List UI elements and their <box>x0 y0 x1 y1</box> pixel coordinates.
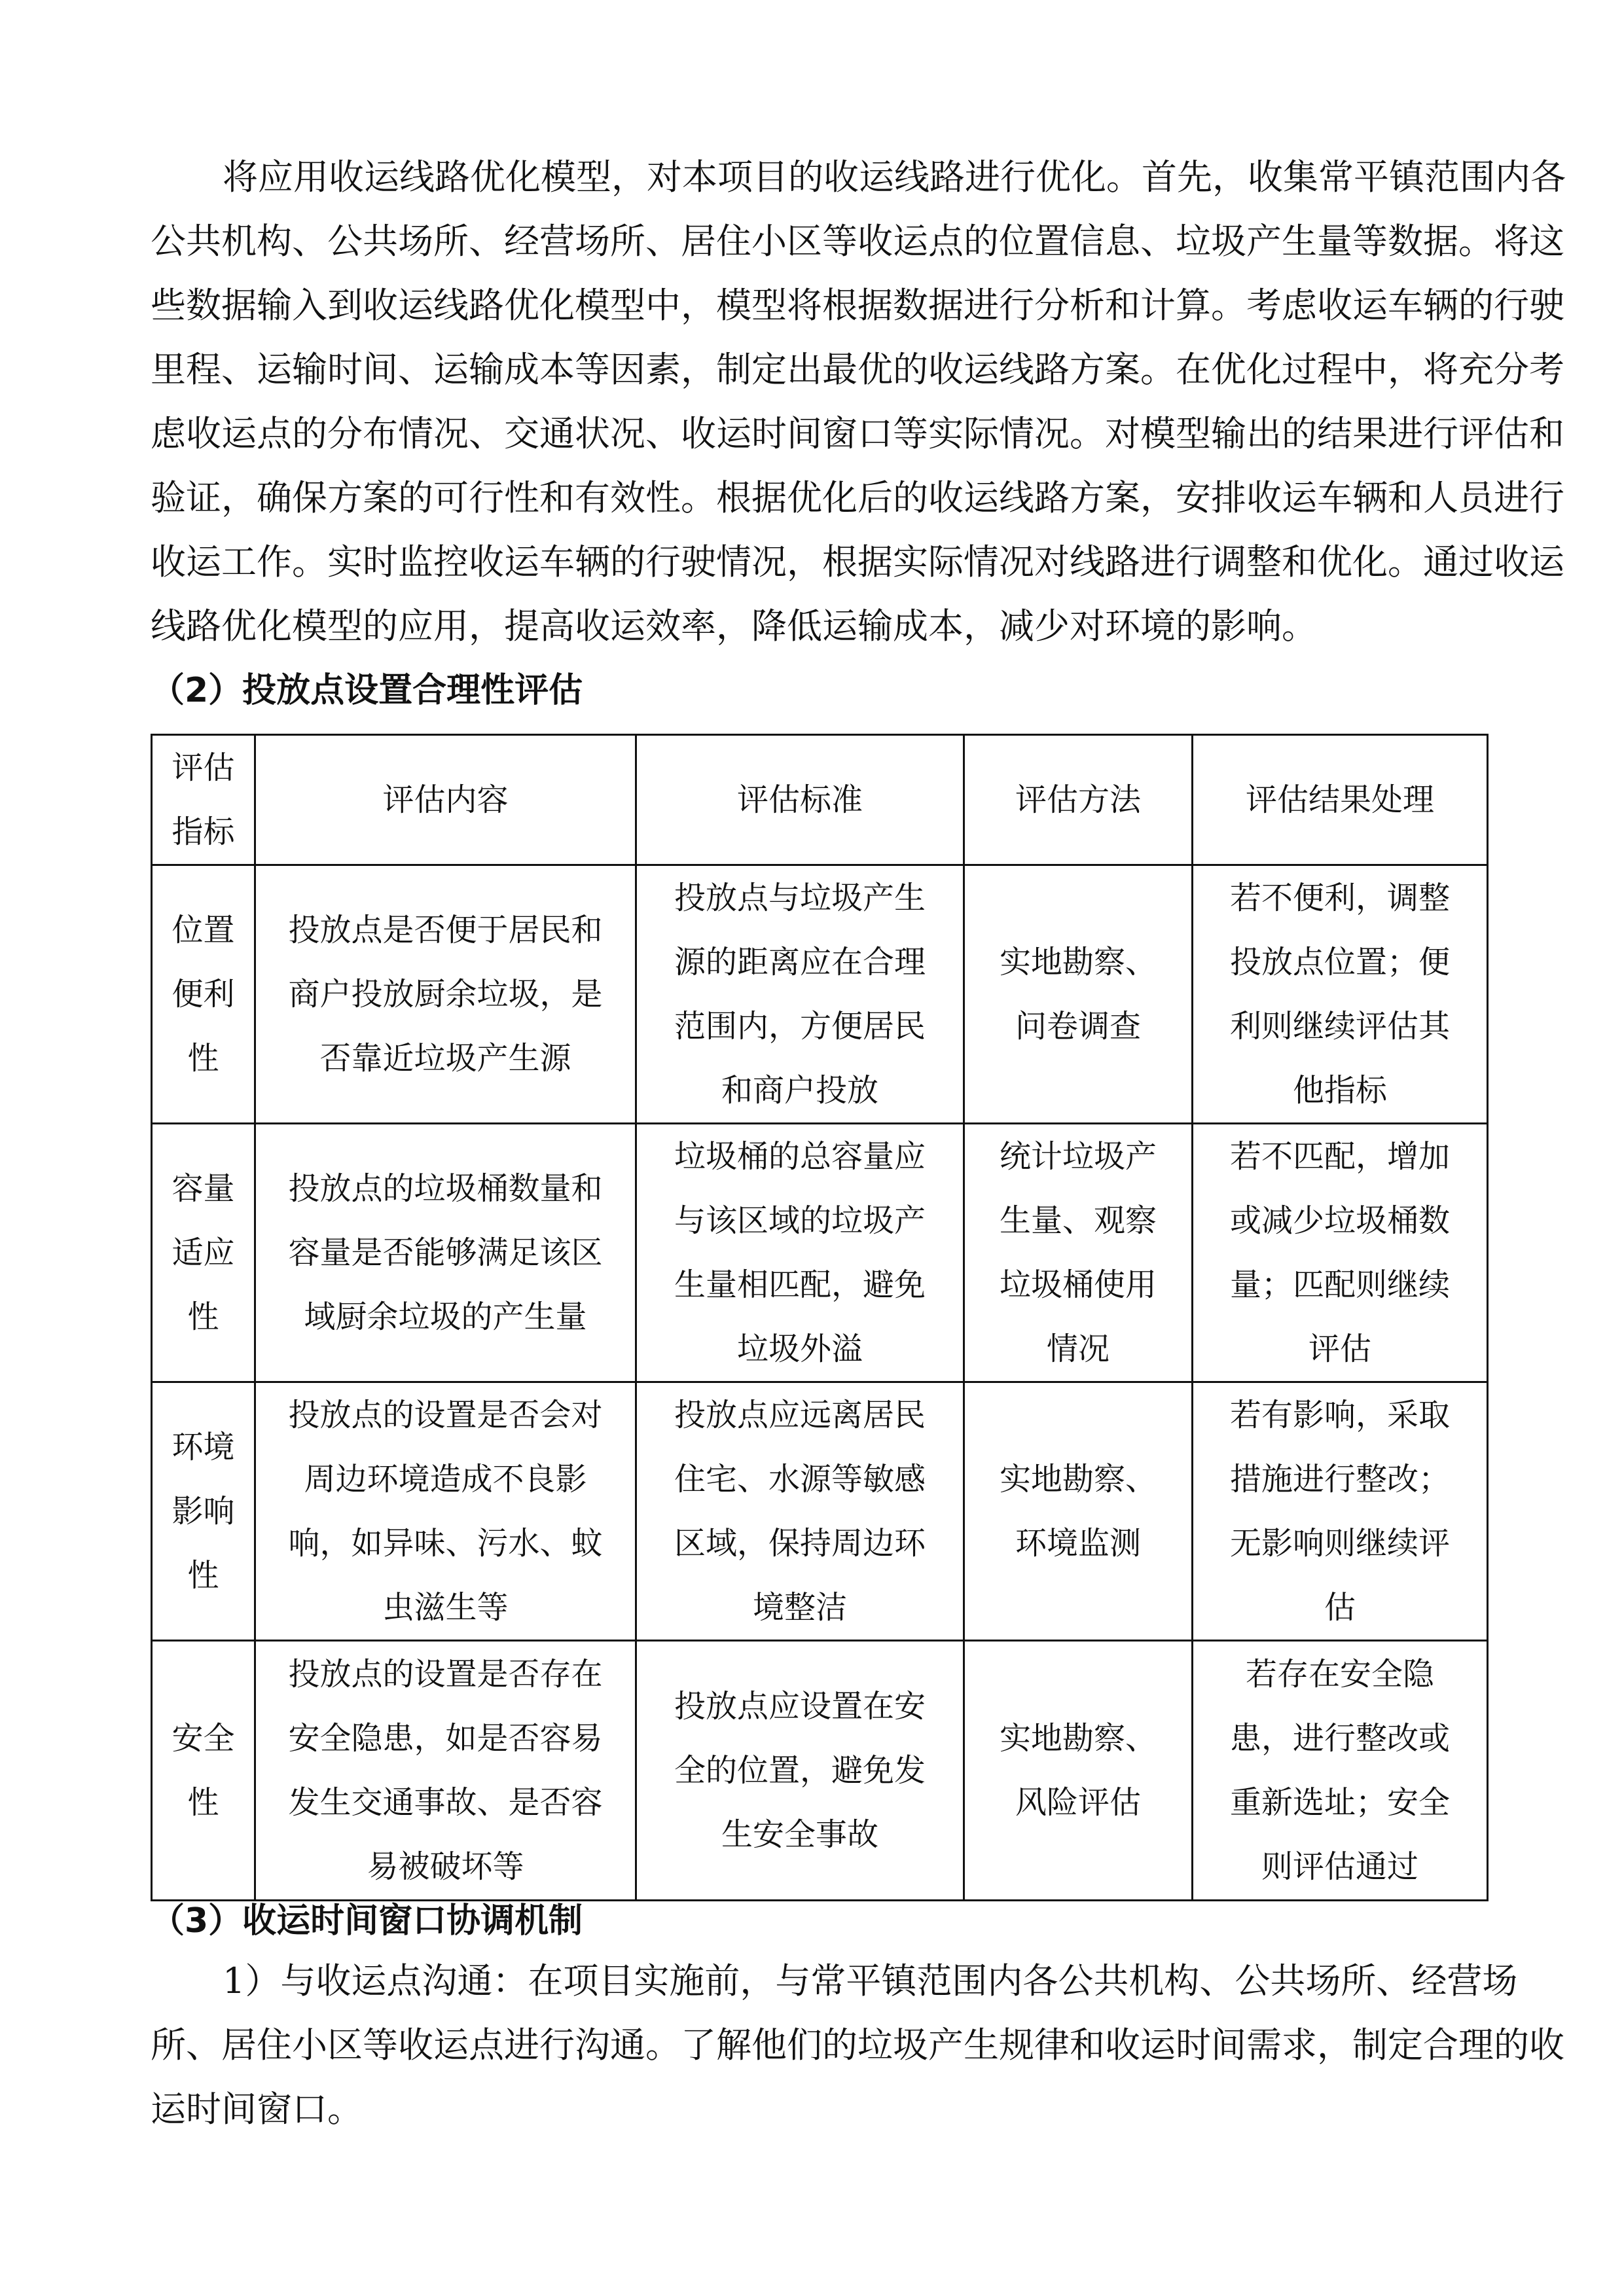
cell-text-line: 投放点位置；便 <box>1229 944 1450 980</box>
cell-text-line: 估 <box>1324 1589 1356 1626</box>
section-heading-2: （2）投放点设置合理性评估 <box>151 671 583 710</box>
table-cell <box>636 1124 964 1382</box>
table-cell <box>1193 1641 1488 1901</box>
cell-text-line: 若存在安全隐 <box>1245 1656 1434 1693</box>
cell-text-line: 评估标准 <box>736 781 863 818</box>
table-row <box>152 1382 1488 1641</box>
text-line: 所、居住小区等收运点进行沟通。了解他们的垃圾产生规律和收运时间需求，制定合理的收 <box>151 2024 1564 2066</box>
cell-text-line: 安全隐患，如是否容易 <box>288 1720 603 1757</box>
cell-text-line: 风险评估 <box>1015 1784 1141 1821</box>
table-cell <box>152 1124 255 1382</box>
cell-text-line: 境整洁 <box>752 1589 847 1626</box>
table-header-cell <box>1193 735 1488 865</box>
cell-text-line: 域厨余垃圾的产生量 <box>304 1299 587 1335</box>
cell-text-line: 源的距离应在合理 <box>674 944 926 980</box>
cell-text-line: 响，如异味、污水、蚊 <box>288 1525 603 1562</box>
cell-text-line: 他指标 <box>1292 1072 1387 1109</box>
section-heading-3: （3）收运时间窗口协调机制 <box>151 1901 583 1941</box>
cell-text-line: 实地勘察、 <box>999 1461 1157 1498</box>
table-cell <box>152 865 255 1124</box>
cell-text-line: 安全 <box>171 1720 235 1757</box>
cell-text-line: 虫滋生等 <box>382 1589 509 1626</box>
cell-text-line: 垃圾桶的总容量应 <box>674 1138 926 1175</box>
cell-text-line: 投放点应设置在安 <box>674 1688 926 1725</box>
cell-text-line: 生量、观察 <box>999 1202 1157 1239</box>
text-line: 运时间窗口。 <box>151 2089 363 2130</box>
table-cell <box>255 1124 636 1382</box>
table-cell <box>1193 865 1488 1124</box>
cell-text-line: 若有影响，采取 <box>1229 1397 1450 1433</box>
cell-text-line: 垃圾外溢 <box>736 1331 863 1367</box>
cell-text-line: 评估内容 <box>382 781 509 818</box>
cell-text-line: 与该区域的垃圾产 <box>674 1202 926 1239</box>
cell-text-line: 投放点的设置是否会对 <box>288 1397 603 1433</box>
cell-text-line: 量；匹配则继续 <box>1229 1266 1450 1303</box>
text-line: 将应用收运线路优化模型，对本项目的收运线路进行优化。首先，收集常平镇范围内各 <box>223 156 1566 198</box>
table-cell <box>1193 1124 1488 1382</box>
cell-text-line: 性 <box>187 1040 219 1077</box>
cell-text-line: 评估方法 <box>1015 781 1141 818</box>
cell-text-line: 容量是否能够满足该区 <box>288 1234 603 1271</box>
cell-text-line: 评估 <box>1308 1331 1371 1367</box>
cell-text-line: 实地勘察、 <box>999 944 1157 980</box>
table-header-cell <box>636 735 964 865</box>
cell-text-line: 投放点应远离居民 <box>674 1397 926 1433</box>
cell-text-line: 全的位置，避免发 <box>674 1752 926 1789</box>
cell-text-line: 患，进行整改或 <box>1229 1720 1450 1757</box>
cell-text-line: 若不匹配，增加 <box>1229 1138 1450 1175</box>
cell-text-line: 利则继续评估其 <box>1229 1008 1450 1045</box>
text-line: 验证，确保方案的可行性和有效性。根据优化后的收运线路方案，安排收运车辆和人员进行 <box>151 477 1564 518</box>
table-cell <box>964 1124 1193 1382</box>
text-line: 些数据输入到收运线路优化模型中，模型将根据数据进行分析和计算。考虑收运车辆的行驶 <box>151 285 1564 326</box>
cell-text-line: 垃圾桶使用 <box>999 1266 1157 1303</box>
cell-text-line: 适应 <box>171 1234 235 1271</box>
text-line: 虑收运点的分布情况、交通状况、收运时间窗口等实际情况。对模型输出的结果进行评估和 <box>151 413 1564 454</box>
table-cell <box>636 865 964 1124</box>
cell-text-line: 环境监测 <box>1015 1525 1141 1562</box>
cell-text-line: 影响 <box>171 1493 235 1530</box>
cell-text-line: 住宅、水源等敏感 <box>674 1461 926 1498</box>
cell-text-line: 性 <box>187 1784 219 1821</box>
cell-text-line: 周边环境造成不良影 <box>304 1461 587 1498</box>
table-cell <box>964 865 1193 1124</box>
table-header-cell <box>964 735 1193 865</box>
cell-text-line: 实地勘察、 <box>999 1720 1157 1757</box>
cell-text-line: 投放点与垃圾产生 <box>674 880 926 916</box>
table-cell <box>255 1641 636 1901</box>
cell-text-line: 则评估通过 <box>1261 1848 1418 1885</box>
table-cell <box>152 1641 255 1901</box>
text-line: 公共机构、公共场所、经营场所、居住小区等收运点的位置信息、垃圾产生量等数据。将这 <box>151 221 1564 262</box>
evaluation-table <box>151 734 1489 1901</box>
table-cell <box>964 1641 1193 1901</box>
cell-text-line: 投放点的垃圾桶数量和 <box>288 1170 603 1207</box>
cell-text-line: 评估 <box>171 749 235 786</box>
cell-text-line: 发生交通事故、是否容 <box>288 1784 603 1821</box>
cell-text-line: 无影响则继续评 <box>1229 1525 1450 1562</box>
cell-text-line: 评估结果处理 <box>1245 781 1434 818</box>
cell-text-line: 位置 <box>171 912 235 948</box>
table-cell <box>964 1382 1193 1641</box>
table-cell <box>1193 1382 1488 1641</box>
text-line: 1）与收运点沟通：在项目实施前，与常平镇范围内各公共机构、公共场所、经营场 <box>223 1960 1518 2001</box>
cell-text-line: 性 <box>187 1557 219 1594</box>
cell-text-line: 商户投放厨余垃圾，是 <box>288 976 603 1013</box>
table-row <box>152 865 1488 1124</box>
cell-text-line: 生量相匹配，避免 <box>674 1266 926 1303</box>
cell-text-line: 措施进行整改； <box>1229 1461 1450 1498</box>
table-cell <box>255 865 636 1124</box>
cell-text-line: 问卷调查 <box>1015 1008 1141 1045</box>
cell-text-line: 性 <box>187 1299 219 1335</box>
cell-text-line: 或减少垃圾桶数 <box>1229 1202 1450 1239</box>
cell-text-line: 生安全事故 <box>721 1816 878 1853</box>
cell-text-line: 情况 <box>1046 1331 1110 1367</box>
text-line: 收运工作。实时监控收运车辆的行驶情况，根据实际情况对线路进行调整和优化。通过收运 <box>151 541 1564 583</box>
cell-text-line: 和商户投放 <box>721 1072 878 1109</box>
cell-text-line: 否靠近垃圾产生源 <box>319 1040 571 1077</box>
cell-text-line: 投放点的设置是否存在 <box>288 1656 603 1693</box>
cell-text-line: 便利 <box>171 976 235 1013</box>
cell-text-line: 重新选址；安全 <box>1229 1784 1450 1821</box>
table-cell <box>255 1382 636 1641</box>
cell-text-line: 环境 <box>171 1429 235 1465</box>
table-cell <box>152 1382 255 1641</box>
table-header-cell <box>255 735 636 865</box>
cell-text-line: 区域，保持周边环 <box>674 1525 926 1562</box>
table-header-row <box>152 735 1488 865</box>
text-line: 里程、运输时间、运输成本等因素，制定出最优的收运线路方案。在优化过程中，将充分考 <box>151 349 1564 390</box>
table-header-cell <box>152 735 255 865</box>
cell-text-line: 易被破坏等 <box>367 1848 524 1885</box>
cell-text-line: 容量 <box>171 1170 235 1207</box>
cell-text-line: 指标 <box>171 814 235 850</box>
text-line: 线路优化模型的应用，提高收运效率，降低运输成本，减少对环境的影响。 <box>151 605 1317 647</box>
cell-text-line: 若不便利，调整 <box>1229 880 1450 916</box>
table-cell <box>636 1382 964 1641</box>
cell-text-line: 投放点是否便于居民和 <box>288 912 603 948</box>
table-row <box>152 1124 1488 1382</box>
table-cell <box>636 1641 964 1901</box>
table-row <box>152 1641 1488 1901</box>
cell-text-line: 统计垃圾产 <box>999 1138 1157 1175</box>
cell-text-line: 范围内，方便居民 <box>674 1008 926 1045</box>
